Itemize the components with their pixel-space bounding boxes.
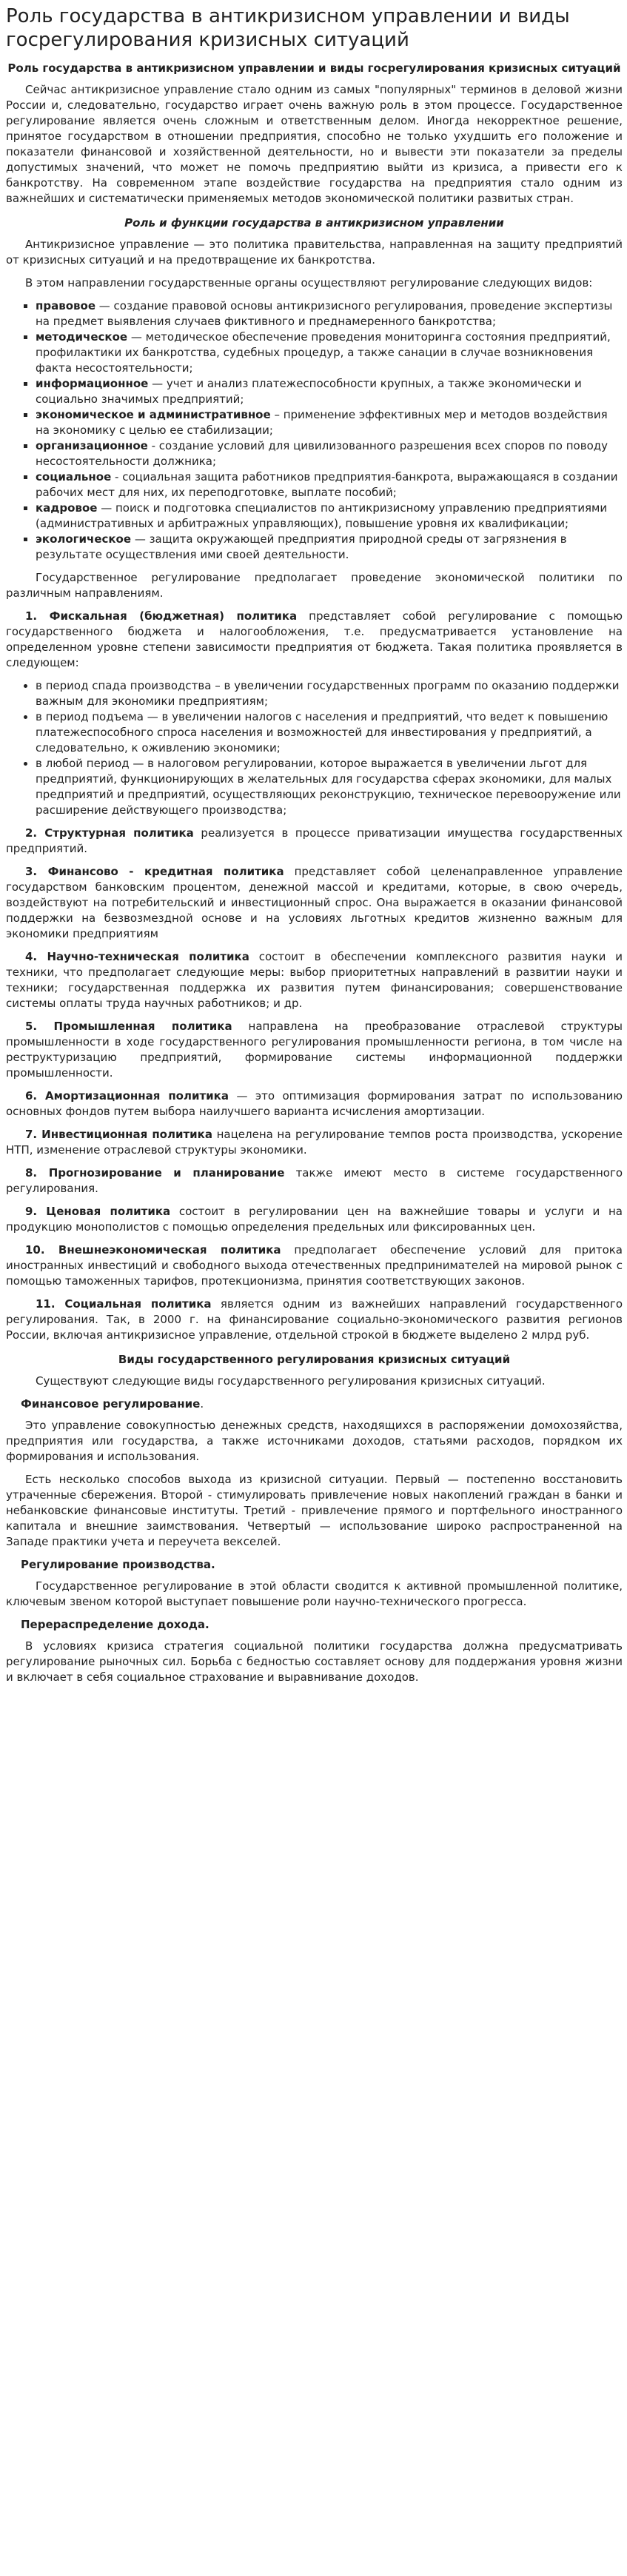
policy-fiscal bbox=[6, 609, 623, 671]
list-item-text: — поиск и подготовка специалистов по антикризисному управлению предприятиями (административных и арбитражных управляющих), повышение уровня их квалификации; bbox=[36, 501, 608, 530]
policy-text: представляет собой регулирование с помощью государственного бюджета и налогообложения, т.е. предусматривается установление на определенном уровне степени зависимости предприятия от бюджета. Такая политика проявляется в следующем: bbox=[6, 609, 623, 669]
financial-regulation-paragraph: Это управление совокупностью денежных средств, находящихся в распоряжении домохозяйства, предприятия или государства, а также источниками доходов, статьями расходов, порядком их формирования и использования. bbox=[6, 1419, 623, 1463]
policy-foreign bbox=[6, 1242, 623, 1289]
policy-term: 10. Внешнеэкономическая политика bbox=[25, 1243, 281, 1257]
policy-structural bbox=[6, 826, 623, 857]
policy-text: направлена на преобразование отраслевой структуры промышленности в ходе государственного регулирования промышленности региона, в том числе на реструктуризацию предприятий, формирование системы информационной поддержки промышленности. bbox=[6, 1020, 623, 1080]
subheading-production-regulation: Регулирование производства. bbox=[21, 1558, 215, 1571]
list-item bbox=[36, 501, 623, 532]
policy-term: 9. Ценовая политика bbox=[25, 1205, 171, 1218]
definition-paragraph: Антикризисное управление — это политика правительства, направленная на защиту предприятий от кризисных ситуаций и на предотвращение их банкротства. bbox=[6, 238, 623, 267]
policy-term: 6. Амортизационная политика bbox=[25, 1089, 229, 1103]
list-item: • в любой период — в налоговом регулировании, которое выражается в увеличении льгот для предприятий, функционирующих в желательных для государства сферах экономики, для малых предприятий и предприятий, осуществляющих реконструкцию, техническое перевооружение или расширение действующего производства; bbox=[36, 756, 623, 818]
policy-term: 5. Промышленная политика bbox=[25, 1020, 232, 1033]
list-item-text: — защита окружающей предприятия природной среды от загрязнения в результате осуществления ими своей деятельности. bbox=[36, 532, 567, 561]
policy-financial bbox=[6, 864, 623, 942]
policy-text: также имеют место в системе государственного регулирования. bbox=[6, 1166, 623, 1195]
list-item: • в период спада производства – в увеличении государственных программ по оказанию поддержки важным для экономики предприятиям; bbox=[36, 678, 623, 709]
fiscal-policy-list bbox=[6, 678, 623, 818]
list-item-text: — методическое обеспечение проведения мониторинга состояния предприятий, профилактики их банкротства, судебных процедур, а также санации в случае возникновения факта несостоятельности; bbox=[36, 330, 611, 375]
section-heading-regulation-types: Виды государственного регулирования кризисных ситуаций bbox=[118, 1353, 511, 1366]
policy-industrial bbox=[6, 1019, 623, 1081]
list-item bbox=[36, 329, 623, 376]
policy-depreciation bbox=[6, 1088, 623, 1120]
policy-text: предполагает обеспечение условий для притока иностранных инвестиций и свободного выхода отечественных предпринимателей на мировой рынок с помощью таможенных тарифов, протекционизма, принятия соответствующих законов. bbox=[6, 1243, 623, 1288]
regulation-types-list bbox=[6, 298, 623, 563]
policy-text: состоит в обеспечении комплексного развития науки и техники, что предполагает следующие меры: выбор приоритетных направлений в развитии науки и техники; государственная поддержка их развития путем финансирования; совершенствование системы оплаты труда научных работников; и др. bbox=[6, 950, 623, 1010]
list-item-text: — создание правовой основы антикризисного регулирования, проведение экспертизы на предмет выявления случаев фиктивного и преднамеренного банкротства; bbox=[36, 299, 613, 328]
policy-term: 3. Финансово - кредитная политика bbox=[25, 865, 284, 878]
policy-price bbox=[6, 1204, 623, 1235]
list-item-text: - социальная защита работников предприятия-банкрота, выражающаяся в создании рабочих мест для них, их переподготовке, выплате пособий; bbox=[36, 470, 618, 499]
income-redistribution-paragraph: В условиях кризиса стратегия социальной политики государства должна предусматривать регулирование рыночных сил. Борьба с бедностью составляет основу для поддержания уровня жизни и включает в себя социальное страхование и выравнивание доходов. bbox=[6, 1639, 623, 1684]
production-regulation-paragraph: Государственное регулирование в этой области сводится к активной промышленной политике, ключевым звеном которой выступает повышение роли научно-технического прогресса. bbox=[6, 1579, 623, 1608]
policy-text: представляет собой целенаправленное управление государством банковским процентом, денежной массой и кредитами, которые, в свою очередь, воздействуют на потребительский и инвестиционный спрос. Она выражается в оказании финансовой поддержки на безвозмездной основе и на условиях льготных кредитов жизненно важным для экономики предприятиям bbox=[6, 865, 623, 940]
directions-lead: Государственное регулирование предполагает проведение экономической политики по различным направлениям. bbox=[6, 571, 623, 600]
policy-term: 2. Структурная политика bbox=[25, 826, 194, 840]
list-item bbox=[36, 407, 623, 438]
list-item-term: кадровое bbox=[36, 501, 98, 515]
list-item-term: экологическое bbox=[36, 532, 132, 546]
policy-term: 7. Инвестиционная политика bbox=[25, 1128, 212, 1141]
list-item-term: социальное bbox=[36, 470, 112, 484]
list-item: • в период подъема — в увеличении налогов с населения и предприятий, что ведет к повышению платежеспособного спроса населения и возможностей для инвестирования у предприятий, а следовательно, к оживлению экономики; bbox=[36, 709, 623, 756]
policy-text: является одним из важнейших направлений государственного регулирования. Так, в 2000 г. на финансирование социально-экономического развития регионов России, включая антикризисное управление, отдельной строкой в бюджете выделено 2 млрд руб. bbox=[6, 1297, 623, 1342]
list-item-term: правовое bbox=[36, 299, 95, 312]
policy-scientific bbox=[6, 949, 623, 1011]
policy-term: 4. Научно-техническая политика bbox=[25, 950, 249, 963]
policy-social bbox=[6, 1297, 623, 1343]
list-item bbox=[36, 469, 623, 501]
policy-investment bbox=[6, 1127, 623, 1158]
list-item-term: методическое bbox=[36, 330, 128, 344]
regulation-types-lead: В этом направлении государственные органы осуществляют регулирование следующих видов: bbox=[25, 276, 593, 290]
policy-text: реализуется в процессе приватизации имущества государственных предприятий. bbox=[6, 826, 623, 855]
list-item-text: – применение эффективных мер и методов воздействия на экономику с целью ее стабилизации; bbox=[36, 408, 608, 437]
policy-term: 1. Фискальная (бюджетная) политика bbox=[25, 609, 298, 623]
section-heading-role-and-functions: Роль и функции государства в антикризисном управлении bbox=[124, 216, 504, 230]
list-item-text: - создание условий для цивилизованного разрешения всех споров по поводу несостоятельности должника; bbox=[36, 439, 608, 468]
policy-term: 11. Социальная политика bbox=[36, 1297, 212, 1311]
intro-paragraph: Сейчас антикризисное управление стало одним из самых "популярных" терминов в деловой жизни России и, следовательно, государство играет очень важную роль в этом процессе. Государственное регулирование является очень сложным и ответственным делом. Иногда некорректное решение, принятое государством в отношении предприятия, способно не только ухудшить его положение и показатели финансовой и хозяйственной деятельности, но и вывести эти показатели за пределы допустимых значений, что может не помочь предприятию выйти из кризиса, а привести его к банкротству. На современном этапе воздействие государства на предприятия стало одним из важнейших и систематически применяемых методов экономической политики развитых стран. bbox=[6, 83, 623, 205]
list-item bbox=[36, 532, 623, 563]
list-item bbox=[36, 298, 623, 329]
subheading-income-redistribution: Перераспределение дохода. bbox=[21, 1618, 209, 1631]
list-item-text: — учет и анализ платежеспособности крупных, а также экономически и социально значимых предприятий; bbox=[36, 377, 582, 406]
list-item bbox=[36, 438, 623, 469]
policy-text: — это оптимизация формирования затрат по использованию основных фондов путем выбора наилучшего варианта исчисления амортизации. bbox=[6, 1089, 623, 1118]
section-heading-role-and-types: Роль государства в антикризисном управлении и виды госрегулирования кризисных ситуаций bbox=[7, 61, 621, 75]
policy-forecasting bbox=[6, 1165, 623, 1197]
policy-term: 8. Прогнозирование и планирование bbox=[25, 1166, 285, 1180]
subheading-financial-regulation: Финансовое регулирование. bbox=[21, 1397, 204, 1411]
policy-text: состоит в регулировании цен на важнейшие товары и услуги и на продукцию монополистов с помощью определения предельных или фиксированных цен. bbox=[6, 1205, 623, 1234]
page-title: Роль государства в антикризисном управлении и виды госрегулирования кризисных ситуаций bbox=[6, 5, 570, 51]
financial-regulation-paragraph-2: Есть несколько способов выхода из кризисной ситуации. Первый — постепенно восстановить утраченные сбережения. Второй - стимулировать привлечение новых накоплений граждан в банки и небанковские финансовые институты. Третий - привлечение прямого и портфельного иностранного капитала и внешние заимствования. Четвертый — использование широко распространенной на Западе практики учета и переучета векселей. bbox=[6, 1473, 623, 1548]
list-item bbox=[36, 376, 623, 407]
list-item-term: организационное bbox=[36, 439, 148, 452]
policy-text: нацелена на регулирование темпов роста производства, ускорение НТП, изменение отраслевой структуры экономики. bbox=[6, 1128, 623, 1157]
list-item-term: информационное bbox=[36, 377, 149, 390]
list-item-term: экономическое и административное bbox=[36, 408, 271, 421]
regulation-types-intro: Существуют следующие виды государственного регулирования кризисных ситуаций. bbox=[36, 1374, 546, 1388]
